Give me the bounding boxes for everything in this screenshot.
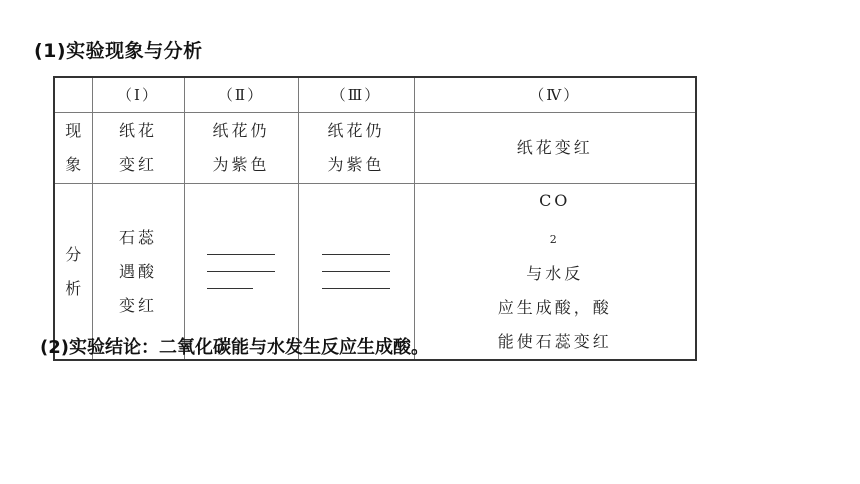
table-header-row: [54, 77, 696, 113]
analysis-line-1: CO $_2$ 与水反: [526, 191, 584, 283]
answer-blank-line: [322, 271, 390, 272]
observation-row-label: 现 象: [54, 113, 92, 184]
analysis-line-2: 应生成酸，酸: [497, 298, 612, 317]
analysis-cell-1: 石蕊 遇酸 变红: [92, 184, 184, 361]
analysis-line-3: 能使石蕊变红: [497, 332, 612, 351]
observation-cell-4: 纸花变红: [414, 113, 696, 184]
conclusion-label: (2)实验结论：: [40, 337, 159, 358]
corner-cell: [54, 77, 92, 113]
observation-cell-2: 纸花仍 为紫色: [184, 113, 298, 184]
observation-cell-3: 纸花仍 为紫色: [298, 113, 414, 184]
section-heading: (1)实验现象与分析: [34, 40, 203, 62]
conclusion-text: 二氧化碳能与水发生反应生成酸。: [158, 337, 429, 358]
experiment-table: [53, 76, 697, 361]
analysis-cell-4: [414, 184, 696, 361]
column-header-3: （Ⅲ）: [298, 77, 414, 113]
analysis-row-label: 分 析: [54, 184, 92, 361]
observation-cell-1: 纸花 变红: [92, 113, 184, 184]
column-header-2: （Ⅱ）: [184, 77, 298, 113]
column-header-4: （Ⅳ）: [414, 77, 696, 113]
answer-blank-line: [207, 254, 275, 255]
answer-blank-line: [207, 288, 253, 289]
answer-blank-line: [322, 288, 390, 289]
observation-row: [54, 113, 696, 184]
answer-blank-line: [322, 254, 390, 255]
conclusion: [40, 333, 429, 359]
column-header-1: （Ⅰ）: [92, 77, 184, 113]
answer-blank-line: [207, 271, 275, 272]
